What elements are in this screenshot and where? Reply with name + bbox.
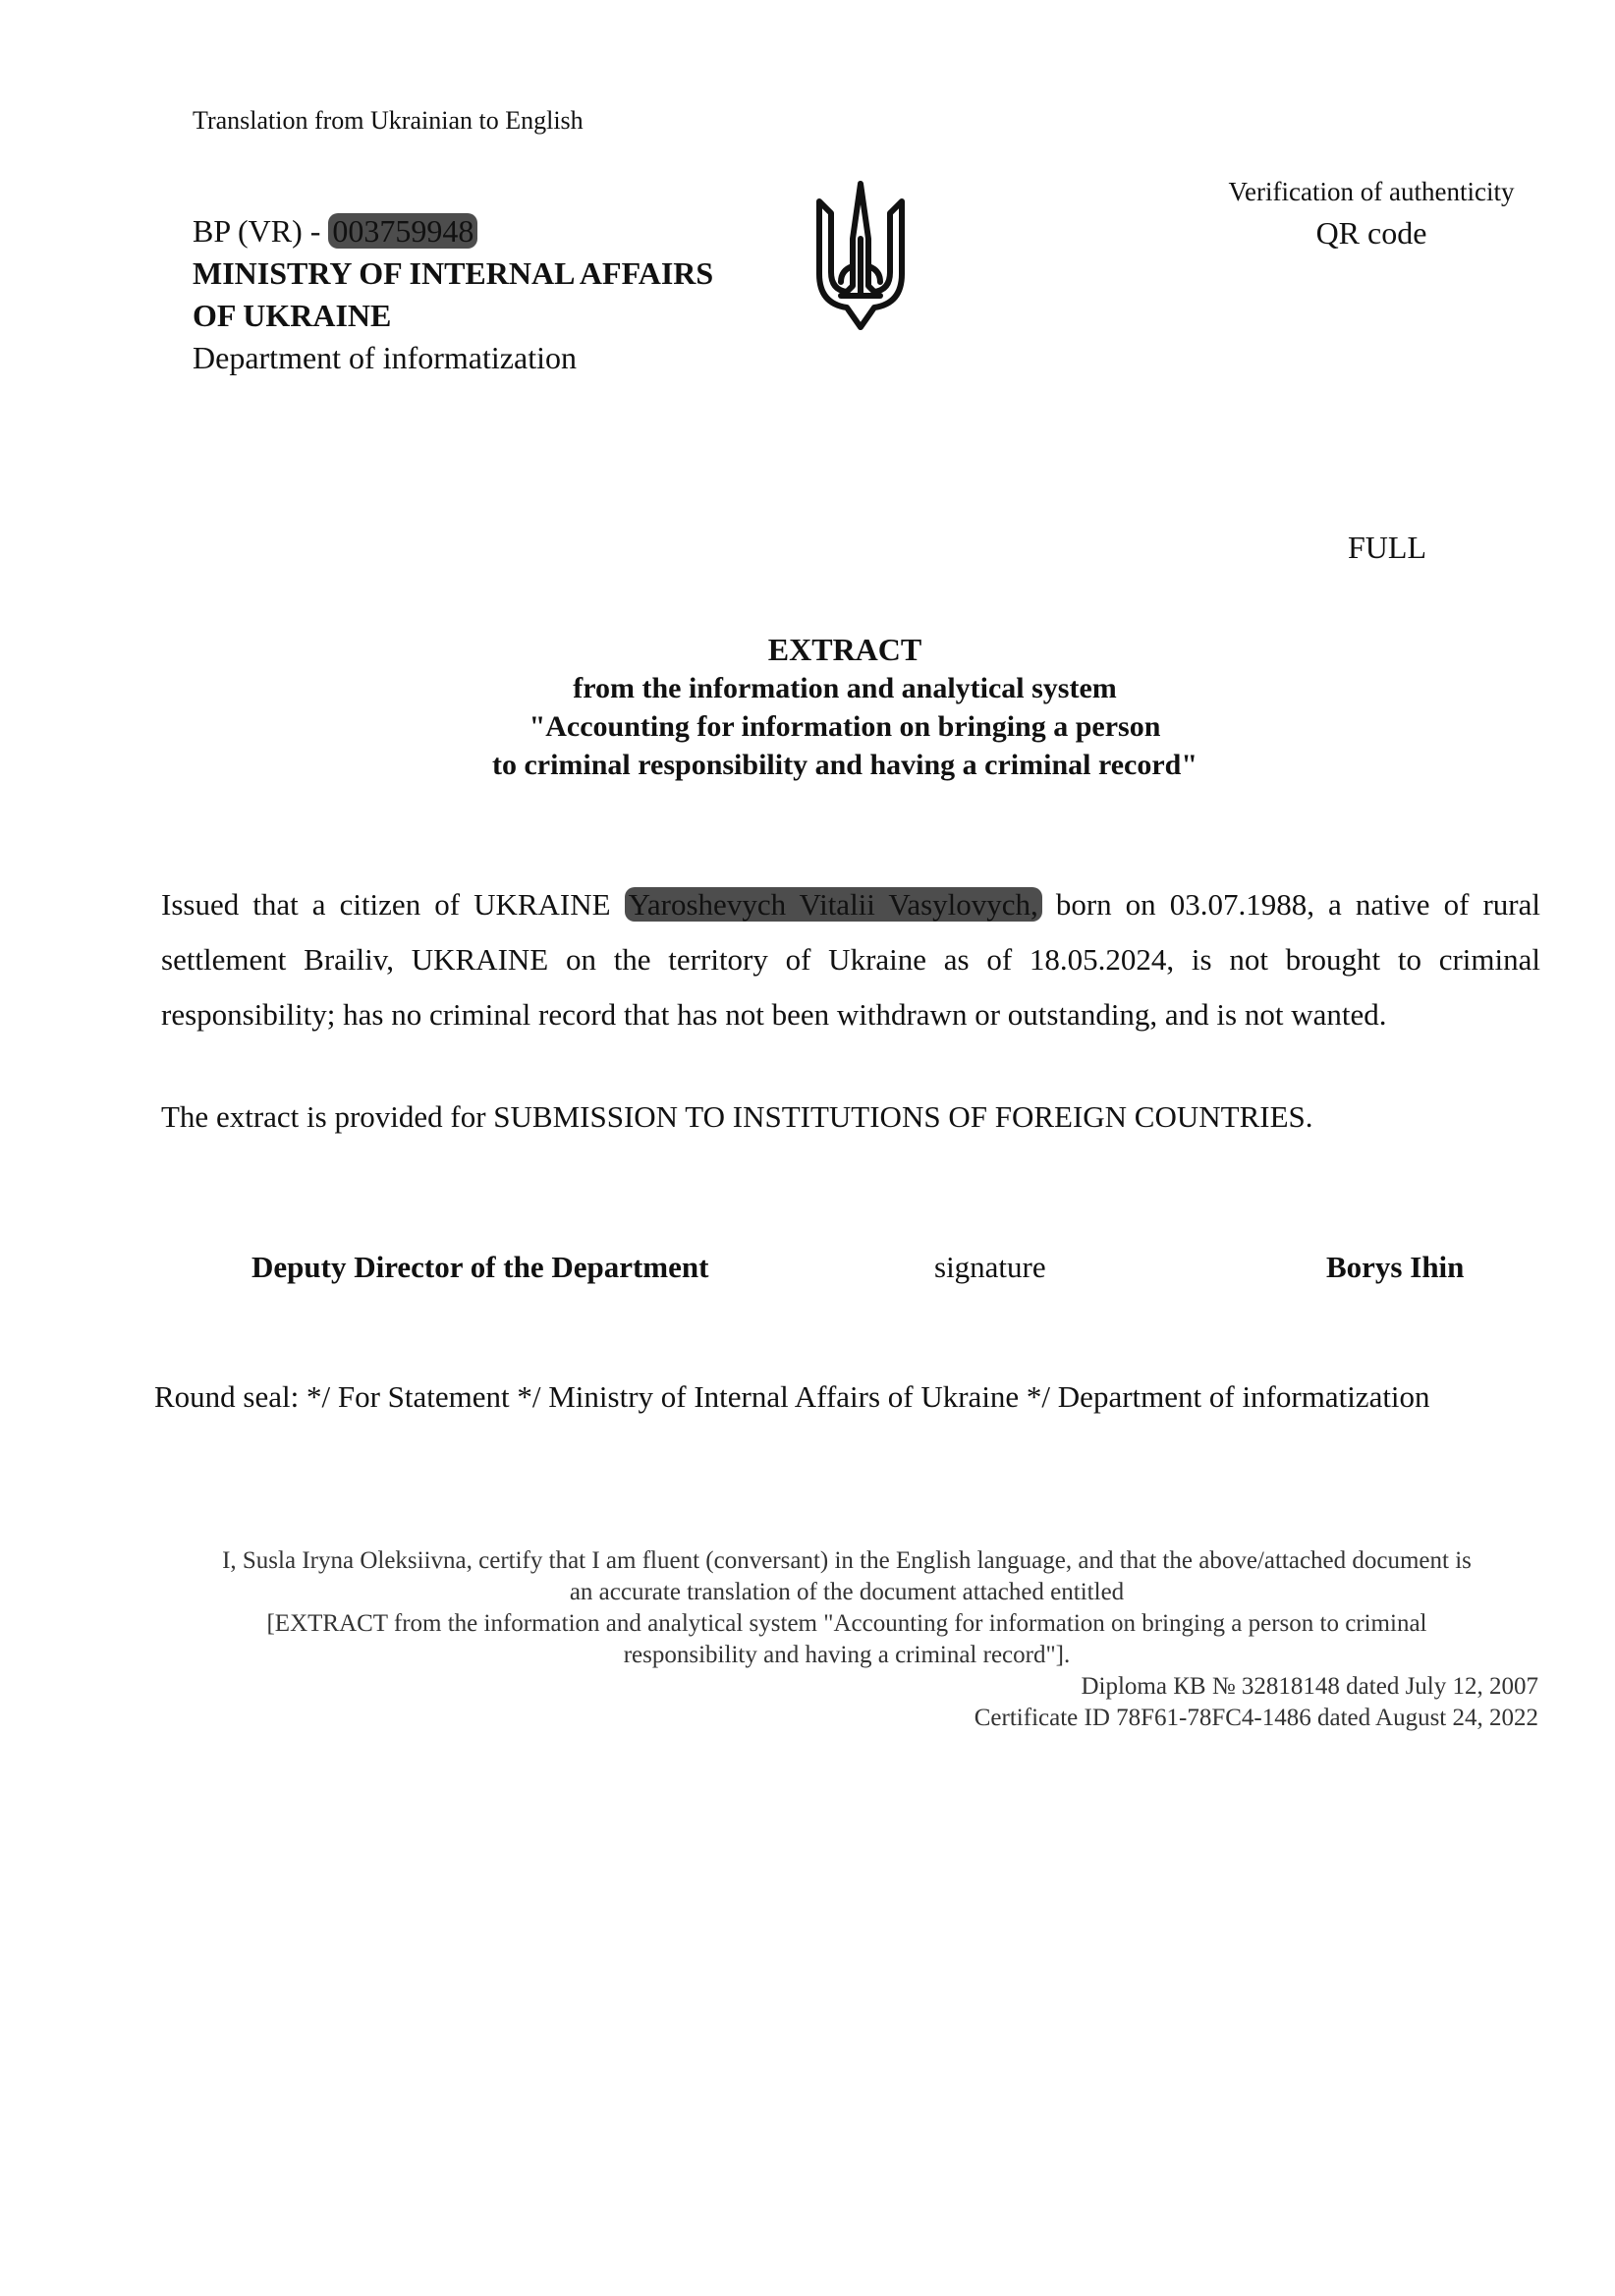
body-details: born on 03.07.1988, a native of rural settlement Brailiv, UKRAINE on the territory of Ukraine as of 18.05.2024, is not brought to criminal responsibility; has no criminal record that has not been withdrawn or outstanding, and is not wanted.: [161, 887, 1540, 1032]
body-intro: Issued that a citizen of UKRAINE: [161, 887, 625, 922]
verification-label: Verification of authenticity: [1228, 177, 1515, 206]
signatory-position: Deputy Director of the Department: [251, 1250, 709, 1284]
certification-line3: [EXTRACT from the information and analytical system "Accounting for information on bringing a person to criminal: [266, 1610, 1427, 1637]
extract-purpose: The extract is provided for SUBMISSION TO INSTITUTIONS OF FOREIGN COUNTRIES.: [161, 1099, 1313, 1134]
translator-diploma: Diploma КВ № 32818148 dated July 12, 2007: [1081, 1673, 1538, 1700]
ministry-name-line1: MINISTRY OF INTERNAL AFFAIRS: [193, 255, 714, 291]
translator-certification: [149, 1545, 1544, 1734]
title-line3: to criminal responsibility and having a criminal record": [491, 749, 1198, 781]
ministry-name-line2: OF UKRAINE: [193, 298, 392, 333]
registration-prefix: BP (VR) -: [193, 213, 329, 249]
document-title: [0, 631, 1615, 784]
certification-line4: responsibility and having a criminal record"].: [623, 1642, 1071, 1668]
title-line1: from the information and analytical system: [573, 672, 1117, 704]
certification-line1: I, Susla Iryna Oleksiivna, certify that I am fluent (conversant) in the English language, and that the above/attached document is: [222, 1547, 1472, 1574]
signatory-name: Borys Ihin: [1326, 1250, 1465, 1284]
issuer-block: [193, 210, 713, 379]
title-main: EXTRACT: [767, 632, 922, 667]
extract-body: [161, 877, 1540, 1042]
translation-note: Translation from Ukrainian to English: [193, 106, 584, 135]
translator-certificate: Certificate ID 78F61-78FC4-1486 dated August 24, 2022: [974, 1705, 1538, 1731]
extract-type-label: FULL: [1348, 530, 1426, 565]
citizen-name: Yaroshevych Vitalii Vasylovych,: [625, 887, 1042, 922]
registration-number-line: [193, 210, 713, 252]
qr-code-label: QR code: [1315, 215, 1427, 251]
authenticity-verification: [1204, 177, 1538, 252]
certification-line2: an accurate translation of the document attached entitled: [569, 1579, 1125, 1605]
signature-row: [0, 1250, 1615, 1289]
department-name: Department of informatization: [193, 340, 577, 375]
registration-number: 003759948: [328, 213, 477, 249]
ukraine-trident-icon: [813, 180, 908, 332]
round-seal-description: Round seal: */ For Statement */ Ministry of Internal Affairs of Ukraine */ Department of informatization: [154, 1379, 1430, 1414]
title-line2: "Accounting for information on bringing a person: [529, 710, 1161, 743]
signature-placeholder: signature: [934, 1250, 1046, 1284]
